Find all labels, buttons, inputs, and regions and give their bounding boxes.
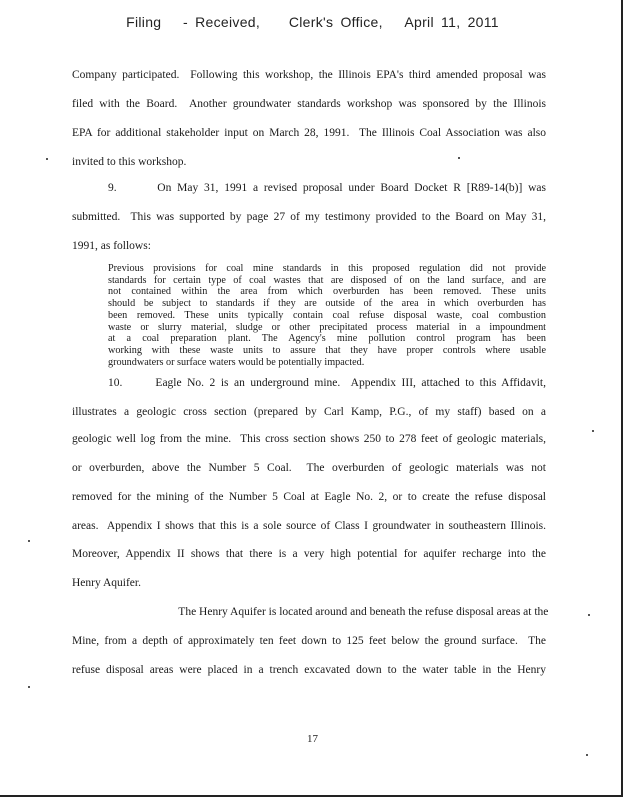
filing-header: [0, 14, 625, 30]
text-line: Moreover, Appendix II shows that there is a very high potential for aquifer recharge into the: [72, 548, 546, 560]
text-line: Mine, from a depth of approximately ten feet down to 125 feet below the ground surface. The: [72, 635, 546, 647]
text-line: 10. Eagle No. 2 is an underground mine. Appendix III, attached to this Affidavit,: [108, 377, 546, 389]
scan-speck: [592, 430, 594, 432]
quote-line: been removed. These units typically contain coal refuse disposal waste, coal combustion: [108, 309, 546, 321]
text-line: invited to this workshop.: [72, 156, 187, 168]
header-received: - Received,: [182, 14, 261, 30]
text-line: Henry Aquifer.: [72, 577, 141, 589]
scan-speck: [588, 614, 590, 616]
quote-line: at a coal preparation plant. The Agency's mine pollution control program has been: [108, 333, 546, 345]
scan-speck: [28, 686, 30, 688]
quote-line: Previous provisions for coal mine standards in this proposed regulation did not provide: [108, 263, 546, 274]
header-date: April 11, 2011: [404, 14, 499, 30]
text-line: areas. Appendix I shows that this is a sole source of Class I groundwater in southeastern Illinois.: [72, 520, 546, 532]
text-line: 9. On May 31, 1991 a revised proposal under Board Docket R [R89-14(b)] was: [108, 182, 546, 194]
page-number: 17: [307, 733, 318, 745]
quote-line: not contained within the area from which overburden has been removed. These units: [108, 286, 546, 298]
quote-line: waste or slurry material, sludge or other precipitated process material in a impoundment: [108, 321, 546, 333]
quote-line: groundwaters or surface waters would be potentially impacted.: [108, 356, 365, 368]
text-line: 1991, as follows:: [72, 240, 151, 252]
text-line: refuse disposal areas were placed in a trench excavated down to the water table in the Henry: [72, 664, 546, 676]
header-filing: Filing: [126, 14, 162, 30]
scan-speck: [458, 157, 460, 159]
block-quote: [108, 263, 546, 368]
text-line: filed with the Board. Another groundwater standards workshop was sponsored by the Illinois: [72, 98, 546, 110]
text-line: Company participated. Following this workshop, the Illinois EPA's third amended proposal was: [72, 69, 546, 81]
text-line: submitted. This was supported by page 27 of my testimony provided to the Board on May 31,: [72, 211, 546, 223]
scan-speck: [28, 540, 30, 542]
scan-speck: [46, 158, 48, 160]
text-line: or overburden, above the Number 5 Coal. The overburden of geologic materials was not: [72, 462, 546, 474]
quote-line: should be subject to standards if they are outside of the area in which overburden has: [108, 298, 546, 310]
text-line: geologic well log from the mine. This cross section shows 250 to 278 feet of geologic materials,: [72, 433, 546, 445]
header-office: Clerk's Office,: [288, 14, 383, 30]
text-line: removed for the mining of the Number 5 Coal at Eagle No. 2, or to create the refuse disposal: [72, 491, 546, 503]
quote-line: standards for certain type of coal wastes that are disposed of on the land surface, and are: [108, 274, 546, 286]
quote-line: working with these waste units to assure that they have proper controls where usable: [108, 344, 546, 356]
text-line: The Henry Aquifer is located around and beneath the refuse disposal areas at the: [144, 606, 549, 618]
scan-speck: [586, 754, 588, 756]
text-line: EPA for additional stakeholder input on March 28, 1991. The Illinois Coal Association was also: [72, 127, 546, 139]
text-line: illustrates a geologic cross section (prepared by Carl Kamp, P.G., of my staff) based on a: [72, 406, 546, 418]
